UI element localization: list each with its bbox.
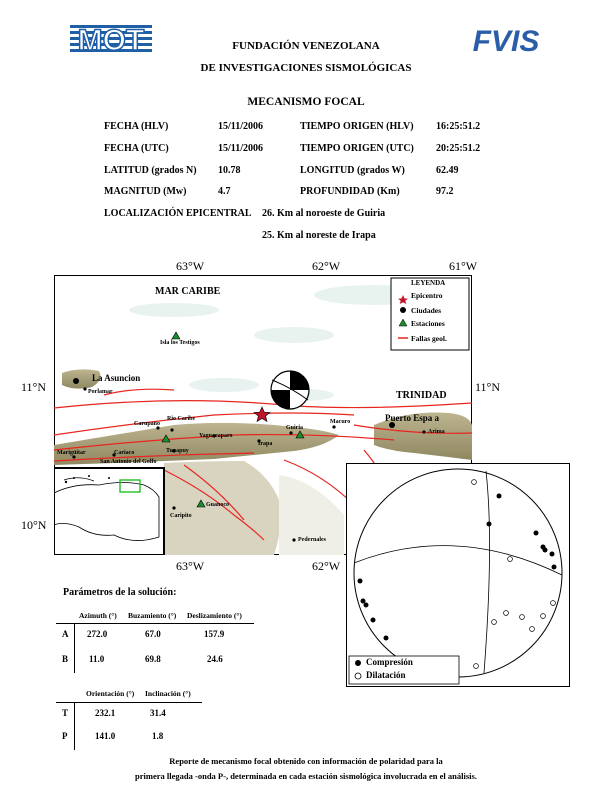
- plane-header-deslizamiento: Deslizamiento (°): [187, 611, 242, 620]
- legend-item-fallas: Fallas geol.: [411, 334, 447, 343]
- footer-line2: primera llegada -onda P-, determinada en cada estación sismológica involucrada en el análisis.: [135, 771, 477, 781]
- magnitud-label: MAGNITUD (Mw): [104, 186, 187, 197]
- plane-b-deslizamiento: 24.6: [207, 654, 223, 664]
- trinidad-label: TRINIDAD: [396, 390, 447, 401]
- longitud-value: 62.49: [436, 165, 459, 176]
- axis-t-inclinacion: 31.4: [150, 708, 166, 718]
- city-label-yaguaraparo: Yaguaraparo: [199, 433, 233, 439]
- profundidad-value: 97.2: [436, 186, 454, 197]
- fecha-utc-value: 15/11/2006: [218, 143, 264, 154]
- plane-a-deslizamiento: 157.9: [204, 629, 225, 639]
- fvis-logo: [470, 20, 542, 58]
- city-label-caripito: Caripito: [170, 513, 192, 519]
- axis-t-name: T: [62, 708, 69, 718]
- axis-p-inclinacion: 1.8: [152, 731, 164, 741]
- city-label-macuro: Macuro: [330, 419, 351, 425]
- axis-p-name: P: [62, 731, 68, 741]
- legend-item-estaciones: Estaciones: [411, 319, 445, 328]
- localizacion-line1: 26. Km al noroeste de Guiria: [262, 208, 386, 219]
- plane-a-buzamiento: 67.0: [145, 629, 161, 639]
- legend-compresion: Compresión: [366, 657, 413, 667]
- city-label-guiria: Guiria: [286, 425, 304, 431]
- axis-t-orientacion: 232.1: [95, 708, 116, 718]
- tiempo-hlv-label: TIEMPO ORIGEN (HLV): [300, 121, 414, 132]
- city-label-irapa: Irapa: [258, 441, 273, 447]
- axis-header-orientacion: Orientación (°): [86, 689, 135, 698]
- longitud-label: LONGITUD (grados W): [300, 165, 405, 176]
- org-name-line2: DE INVESTIGACIONES SISMOLÓGICAS: [200, 62, 412, 74]
- city-label-carupano: Carupano: [134, 421, 161, 427]
- plane-header-buzamiento: Buzamiento (°): [128, 611, 177, 620]
- tiempo-hlv-value: 16:25:51.2: [436, 121, 481, 132]
- mot-logo-text: MOT: [77, 24, 145, 57]
- tiempo-utc-value: 20:25:51.2: [436, 143, 481, 154]
- axis-p-orientacion: 141.0: [95, 731, 116, 741]
- city-label-cariaco: Cariaco: [114, 450, 135, 456]
- lat-tick-11n-left: 11°N: [21, 380, 47, 394]
- localizacion-label: LOCALIZACIÓN EPICENTRAL: [104, 208, 252, 219]
- magnitud-value: 4.7: [218, 186, 231, 197]
- focal-mechanism-beachball: [271, 371, 309, 409]
- plane-table-vdivider: [74, 623, 75, 673]
- axis-table-vdivider: [74, 702, 75, 750]
- org-name-line1: FUNDACIÓN VENEZOLANA: [232, 40, 380, 52]
- city-label-arima: Arima: [428, 429, 445, 435]
- city-label-tunapuy: Tunapuy: [166, 448, 189, 454]
- city-label-pedernales: Pedernales: [298, 537, 326, 543]
- city-label-puerto-espana: Puerto Espa a: [385, 413, 439, 423]
- profundidad-label: PROFUNDIDAD (Km): [300, 186, 400, 197]
- doc-title: MECANISMO FOCAL: [247, 96, 365, 108]
- legend-dilatacion: Dilatación: [366, 670, 406, 680]
- sea-label: MAR CARIBE: [155, 286, 221, 297]
- lon-tick-63w-top: 63°W: [176, 259, 205, 273]
- legend-item-ciudades: Ciudades: [411, 306, 442, 315]
- city-label-porlamar: Porlamar: [88, 389, 113, 395]
- plane-table-divider: [56, 623, 254, 624]
- axis-header-inclinacion: Inclinación (°): [145, 689, 191, 698]
- localizacion-line2: 25. Km al noreste de Irapa: [262, 230, 376, 241]
- stereonet-panel: [346, 463, 570, 687]
- plane-b-buzamiento: 69.8: [145, 654, 161, 664]
- plane-a-azimuth: 272.0: [87, 629, 108, 639]
- legend-item-epicentro: Epicentro: [411, 291, 443, 300]
- city-label-mariguitar: Marigüitar: [57, 450, 86, 456]
- latitud-label: LATITUD (grados N): [104, 165, 197, 176]
- lat-tick-10n-left: 10°N: [21, 518, 47, 532]
- fecha-utc-label: FECHA (UTC): [104, 143, 169, 154]
- plane-a-name: A: [62, 629, 69, 639]
- city-label-san-antonio: San Antonio del Golfo: [100, 459, 157, 465]
- city-label-rio-caribe: Rio Caribe: [167, 416, 196, 422]
- tiempo-utc-label: TIEMPO ORIGEN (UTC): [300, 143, 414, 154]
- axis-table-divider: [56, 702, 202, 703]
- solution-title: Parámetros de la solución:: [63, 587, 177, 598]
- lon-tick-62w-top: 62°W: [312, 259, 341, 273]
- fecha-hlv-label: FECHA (HLV): [104, 121, 169, 132]
- plane-b-name: B: [62, 654, 69, 664]
- inset-map: [54, 468, 164, 555]
- lon-tick-62w-bottom: 62°W: [312, 559, 341, 573]
- latitud-value: 10.78: [218, 165, 241, 176]
- footer-line1: Reporte de mecanismo focal obtenido con información de polaridad para la: [169, 756, 443, 766]
- lat-tick-11n-right: 11°N: [475, 380, 501, 394]
- legend-title: LEYENDA: [411, 279, 446, 287]
- city-label-la-asuncion: La Asuncion: [92, 373, 141, 383]
- stereonet-svg: [346, 463, 570, 687]
- fvis-logo-text: FVIS: [472, 25, 540, 58]
- lon-tick-63w-bottom: 63°W: [176, 559, 205, 573]
- lon-tick-61w-top: 61°W: [449, 259, 478, 273]
- city-label-isla-los-testigos: Isla los Testigos: [160, 340, 200, 346]
- city-label-guanoco: Guanoco: [206, 502, 230, 508]
- plane-b-azimuth: 11.0: [89, 654, 105, 664]
- plane-header-azimuth: Azimuth (°): [79, 611, 117, 620]
- fecha-hlv-value: 15/11/2006: [218, 121, 264, 132]
